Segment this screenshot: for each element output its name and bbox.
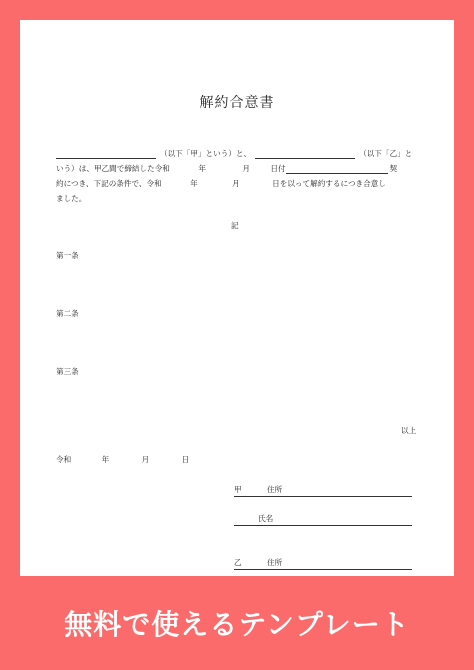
date-year: 年	[101, 455, 110, 464]
signing-date	[56, 454, 189, 465]
date-month: 月	[141, 455, 150, 464]
party-a-name-line	[234, 525, 412, 526]
party-a-address-label: 住所	[267, 485, 283, 494]
date-day: 日	[181, 455, 190, 464]
party-a-address-line	[234, 496, 412, 497]
party-b-address-label: 住所	[267, 558, 283, 567]
paragraph-l2-day: 日付	[270, 164, 286, 173]
party-b-blank	[255, 149, 355, 159]
party-b-label: 乙	[234, 558, 242, 567]
paragraph-l1-a: （以下「甲」という）と、	[160, 149, 252, 158]
paragraph-l3-month: 月	[232, 179, 240, 188]
paragraph-line-4	[56, 193, 86, 204]
article-2: 第二条	[56, 309, 79, 318]
party-a-name-label: 氏名	[258, 514, 274, 523]
document-page	[20, 20, 454, 576]
free-template-banner	[0, 576, 474, 670]
contract-name-blank	[286, 164, 388, 174]
ki-heading: 記	[231, 221, 239, 230]
paragraph-line-1	[56, 148, 412, 159]
paragraph-l2-year: 年	[198, 164, 206, 173]
party-b-address-line	[234, 569, 412, 570]
paragraph-l3-year: 年	[190, 179, 198, 188]
date-era: 令和	[56, 455, 72, 464]
paragraph-l2-month: 月	[242, 164, 250, 173]
paragraph-line-2	[56, 163, 397, 174]
banner-text: 無料で使えるテンプレート	[64, 608, 410, 641]
document-title: 解約合意書	[199, 95, 275, 111]
party-a-blank	[56, 149, 156, 159]
paragraph-line-3	[56, 178, 386, 189]
paragraph-l3-a: 約につき、下記の条件で、令和	[56, 179, 162, 188]
party-a-label: 甲	[234, 485, 242, 494]
paragraph-l3-end: 日を以って解約するにつき合意し	[272, 179, 386, 188]
closing-text: 以上	[401, 426, 417, 435]
paragraph-l2-a: いう）は、甲乙間で締結した令和	[56, 164, 170, 173]
article-1: 第一条	[56, 251, 79, 260]
article-3: 第三条	[56, 367, 79, 376]
paragraph-l4: ました。	[56, 194, 87, 203]
paragraph-l2-end: 契	[389, 164, 398, 173]
paragraph-l1-b: （以下「乙」と	[359, 149, 413, 158]
